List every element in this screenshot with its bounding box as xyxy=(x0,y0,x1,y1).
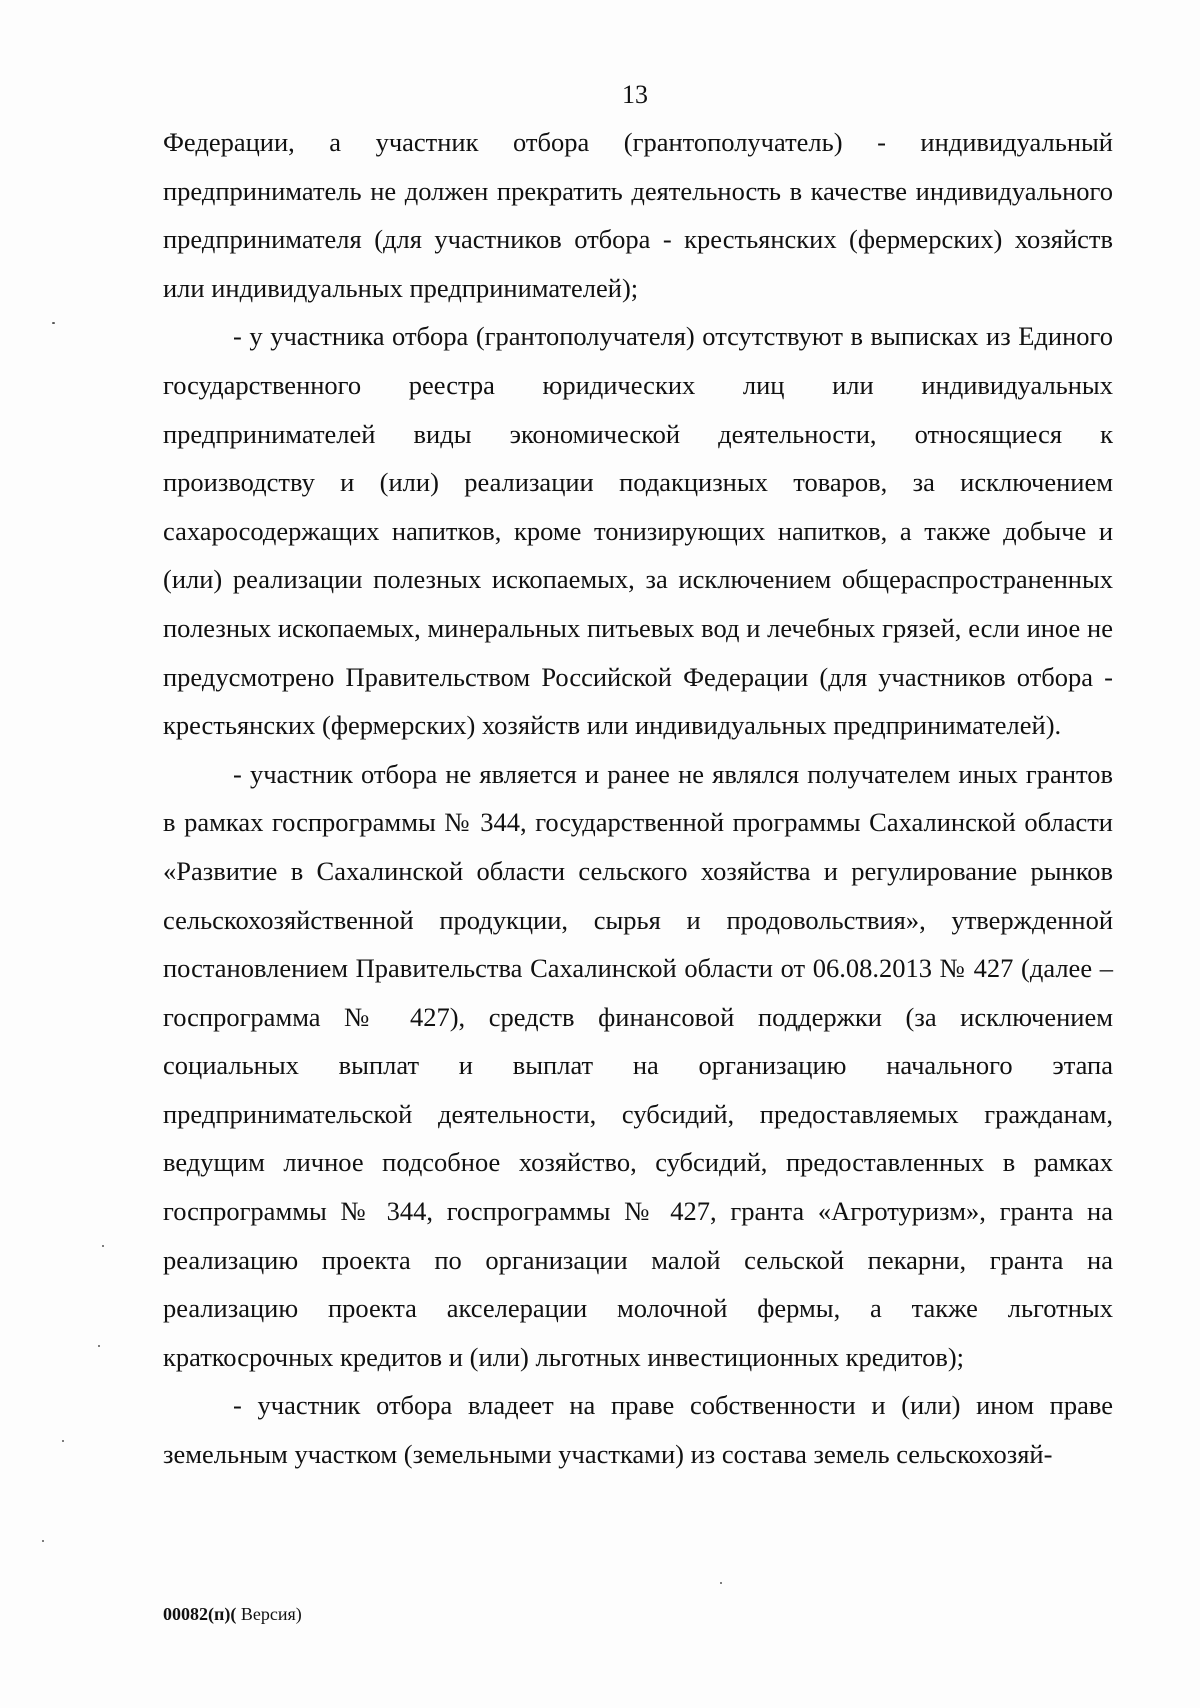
scan-speck xyxy=(42,1540,44,1542)
scan-speck xyxy=(102,1245,104,1247)
document-footer-code xyxy=(163,1602,302,1626)
document-body xyxy=(163,118,1113,1479)
footer-version-label: Версия) xyxy=(236,1604,302,1624)
scan-speck xyxy=(720,1582,722,1584)
scan-speck xyxy=(52,322,55,324)
scan-speck xyxy=(98,1345,100,1347)
paragraph-egrul-requirement: - у участника отбора (грантополучателя) отсутствуют в выписках из Единого государственного реестра юридических лиц или индивидуальных предпринимателей виды экономической деятельности, относящиеся к производству и (или) реализации подакцизных товаров, за исключением сахаросодержащих напитков, кроме тонизирующих напитков, а также добыче и (или) реализации полезных ископаемых, за исключением общераспространенных полезных ископаемых, минеральных питьевых вод и лечебных грязей, если иное не предусмотрено Правительством Российской Федерации (для участников отбора - крестьянских (фермерских) хозяйств или индивидуальных предпринимателей). xyxy=(163,321,1113,741)
paragraph-land-ownership-requirement: - участник отбора владеет на праве собственности и (или) ином праве земельным участком (земельными участками) из состава земель сельскохозяй- xyxy=(163,1390,1113,1470)
page-number: 13 xyxy=(622,80,648,109)
footer-code-number: 00082(п)( xyxy=(163,1604,237,1624)
paragraph-continuation: Федерации, а участник отбора (грантополучатель) - индивидуальный предприниматель не должен прекратить деятельность в качестве индивидуального предпринимателя (для участников отбора - крестьянских (фермерских) хозяйств или индивидуальных предпринимателей); xyxy=(163,127,1113,303)
scan-speck xyxy=(62,1440,64,1442)
paragraph-prior-grants-requirement: - участник отбора не является и ранее не являлся получателем иных грантов в рамках госпрограммы № 344, государственной программы Сахалинской области «Развитие в Сахалинской области сельского хозяйства и регулирование рынков сельскохозяйственной продукции, сырья и продовольствия», утвержденной постановлением Правительства Сахалинской области от 06.08.2013 № 427 (далее – госпрограмма № 427), средств финансовой поддержки (за исключением социальных выплат и выплат на организацию начального этапа предпринимательской деятельности, субсидий, предоставляемых гражданам, ведущим личное подсобное хозяйство, субсидий, предоставленных в рамках госпрограммы № 344, госпрограммы № 427, гранта «Агротуризм», гранта на реализацию проекта по организации малой сельской пекарни, гранта на реализацию проекта акселерации молочной фермы, а также льготных краткосрочных кредитов и (или) льготных инвестиционных кредитов); xyxy=(163,758,1113,1372)
